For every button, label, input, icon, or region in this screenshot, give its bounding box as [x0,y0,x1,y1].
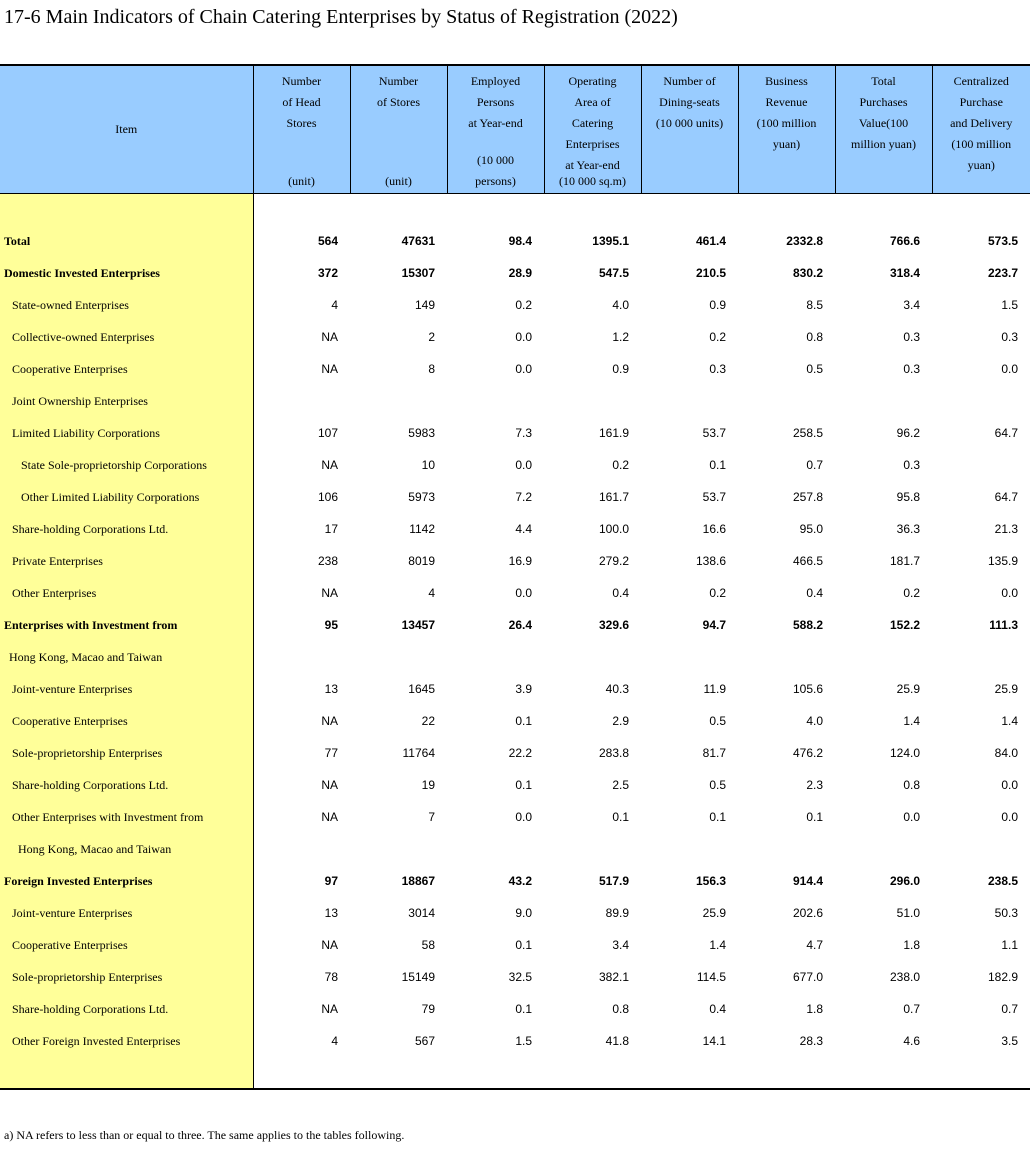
table-cell: 238 [317,554,338,568]
table-cell: 79 [421,1002,435,1016]
table-cell: 7 [428,810,435,824]
table-cell: 258.5 [792,426,823,440]
table-cell: 0.4 [709,1002,726,1016]
table-cell: 43.2 [508,874,532,888]
table-cell: 318.4 [889,266,920,280]
table-cell: NA [321,810,338,824]
row-label: Limited Liability Corporations [0,417,253,449]
table-cell: 1142 [409,522,435,536]
table-cell: 16.6 [702,522,726,536]
table-cell: 84.0 [994,746,1018,760]
table-cell: 81.7 [702,746,726,760]
table-cell: 0.1 [612,810,629,824]
row-label: Other Limited Liability Corporations [0,481,253,513]
table-cell: 40.3 [605,682,629,696]
table-cell: 547.5 [598,266,629,280]
table-cell: 1.5 [515,1034,532,1048]
table-cell: 2 [428,330,435,344]
table-cell: 0.1 [515,1002,532,1016]
table-cell: 0.0 [1001,586,1018,600]
table-cell [253,833,350,865]
table-cell: 1395.1 [592,234,629,248]
table-cell: 3.4 [903,298,920,312]
table-cell: 3014 [408,906,435,920]
column-header-total-purchases: Total Purchases Value(100 million yuan) [835,65,932,194]
table-row [0,833,1030,865]
table-row [0,961,1030,993]
table-cell [641,641,738,673]
table-cell: 0.1 [515,778,532,792]
table-row [0,577,1030,609]
table-cell: 78 [324,970,338,984]
table-row [0,1025,1030,1057]
table-cell [350,641,447,673]
indicators-table [0,64,1030,1090]
row-label: Private Enterprises [0,545,253,577]
table-cell: 5973 [408,490,435,504]
table-cell: 0.0 [903,810,920,824]
table-cell: 238.5 [987,874,1018,888]
table-cell: 0.0 [515,330,532,344]
table-cell [253,641,350,673]
table-cell: 13 [324,906,338,920]
table-cell: 210.5 [695,266,726,280]
table-cell: NA [321,938,338,952]
row-label: Joint-venture Enterprises [0,897,253,929]
table-cell: 181.7 [889,554,920,568]
table-cell: 36.3 [896,522,920,536]
table-cell: 100.0 [598,522,629,536]
row-label: Sole-proprietorship Enterprises [0,737,253,769]
column-header-business-revenue: Business Revenue (100 million yuan) [738,65,835,194]
row-label: Cooperative Enterprises [0,705,253,737]
row-label: Total [0,225,253,257]
table-cell: 0.3 [903,362,920,376]
column-header-operating-area: Operating Area of Catering Enterprises at Year-end (10 000 sq.m) [544,65,641,194]
table-cell: 517.9 [598,874,629,888]
table-cell: 238.0 [889,970,920,984]
table-cell: 0.0 [1001,362,1018,376]
table-cell: 677.0 [792,970,823,984]
row-label: Hong Kong, Macao and Taiwan [0,833,253,865]
row-label: Other Enterprises [0,577,253,609]
table-cell: 98.4 [508,234,532,248]
table-cell: 13457 [401,618,435,632]
table-cell: 135.9 [987,554,1018,568]
table-row [0,513,1030,545]
column-header-head-stores: Number of Head Stores (unit) [253,65,350,194]
table-cell: 25.9 [896,682,920,696]
table-cell: 0.0 [515,810,532,824]
table-cell: 50.3 [994,906,1018,920]
table-cell: 47631 [401,234,435,248]
table-row [0,609,1030,641]
tail-spacer-row [0,1057,1030,1089]
row-label: Cooperative Enterprises [0,929,253,961]
table-cell: 53.7 [702,426,726,440]
table-cell: 0.1 [515,938,532,952]
table-cell: 13 [324,682,338,696]
table-cell: 3.4 [612,938,629,952]
table-cell: 466.5 [792,554,823,568]
footnote: a) NA refers to less than or equal to three. The same applies to the tables following. [4,1128,405,1142]
row-label: Collective-owned Enterprises [0,321,253,353]
table-row [0,929,1030,961]
table-cell: 0.5 [806,362,823,376]
table-cell: 914.4 [792,874,823,888]
table-cell: 8.5 [806,298,823,312]
table-cell: 25.9 [702,906,726,920]
table-cell: 3.9 [515,682,532,696]
table-row [0,321,1030,353]
table-cell: 4.7 [806,938,823,952]
table-row [0,385,1030,417]
table-cell: NA [321,458,338,472]
table-cell: 0.7 [903,1002,920,1016]
table-cell: 64.7 [994,426,1018,440]
table-cell: 0.0 [515,586,532,600]
table-cell [544,641,641,673]
table-cell [641,385,738,417]
table-cell: 4.0 [806,714,823,728]
table-cell: 114.5 [696,970,726,984]
table-cell: 11.9 [703,682,726,696]
table-cell: 96.2 [896,426,920,440]
table-cell: NA [321,330,338,344]
column-header-stores: Number of Stores (unit) [350,65,447,194]
column-header-item: Item [0,65,253,194]
table-cell: 138.6 [695,554,726,568]
row-label: Cooperative Enterprises [0,353,253,385]
table-cell: 106 [317,490,338,504]
table-cell: 573.5 [987,234,1018,248]
table-cell: 1.4 [1001,714,1018,728]
table-cell: 95.8 [896,490,920,504]
table-cell [641,833,738,865]
table-cell: 41.8 [605,1034,629,1048]
column-header-centralized-purchase: Centralized Purchase and Delivery (100 million yuan) [932,65,1030,194]
table-cell: 0.2 [709,586,726,600]
row-label: Domestic Invested Enterprises [0,257,253,289]
table-cell: 51.0 [896,906,920,920]
table-body [0,194,1030,1090]
table-cell: 4.0 [612,298,629,312]
table-cell: 0.5 [709,778,726,792]
table-cell: 766.6 [889,234,920,248]
table-cell: 161.7 [598,490,629,504]
table-cell: 4 [331,1034,338,1048]
table-cell: 1.2 [612,330,629,344]
table-cell [738,833,835,865]
table-cell: 18867 [401,874,435,888]
table-cell [350,385,447,417]
table-row [0,289,1030,321]
table-row [0,641,1030,673]
table-cell: 0.2 [709,330,726,344]
table-cell: 124.0 [889,746,920,760]
table-cell: 4.4 [515,522,532,536]
table-cell: 94.7 [702,618,726,632]
table-cell: 2332.8 [786,234,823,248]
table-cell: 0.1 [709,810,726,824]
table-cell: 156.3 [695,874,726,888]
table-row [0,481,1030,513]
table-cell: 9.0 [515,906,532,920]
row-label: Enterprises with Investment from [0,609,253,641]
table-cell: 17 [324,522,338,536]
table-row [0,737,1030,769]
row-label: Other Enterprises with Investment from [0,801,253,833]
table-cell: 1645 [408,682,435,696]
table-cell: 8019 [408,554,435,568]
table-cell [544,385,641,417]
table-cell: 1.8 [806,1002,823,1016]
table-cell: 149 [414,298,435,312]
table-row [0,257,1030,289]
table-cell: 461.4 [695,234,726,248]
column-header-dining-seats: Number of Dining-seats (10 000 units) [641,65,738,194]
row-label: State-owned Enterprises [0,289,253,321]
table-row [0,225,1030,257]
table-cell [738,385,835,417]
table-cell: 476.2 [792,746,823,760]
table-cell: 7.2 [515,490,532,504]
table-cell: 4 [331,298,338,312]
table-row [0,449,1030,481]
table-row [0,705,1030,737]
table-cell [350,833,447,865]
table-row [0,801,1030,833]
table-cell: 14.1 [702,1034,726,1048]
table-row [0,353,1030,385]
row-label: Joint-venture Enterprises [0,673,253,705]
row-label: Share-holding Corporations Ltd. [0,769,253,801]
table-cell: 0.4 [612,586,629,600]
table-cell [835,641,932,673]
table-cell: 296.0 [889,874,920,888]
table-cell: 26.4 [508,618,532,632]
table-cell: NA [321,1002,338,1016]
table-cell: 0.0 [1001,778,1018,792]
table-cell: 329.6 [598,618,629,632]
table-cell: 95.0 [799,522,823,536]
table-cell: 279.2 [598,554,629,568]
table-cell: 0.3 [903,330,920,344]
table-cell: 1.5 [1001,298,1018,312]
data-table-container [0,64,1030,1090]
table-cell: 0.3 [709,362,726,376]
table-cell: 0.8 [806,330,823,344]
table-cell: 32.5 [508,970,532,984]
table-cell: 77 [324,746,338,760]
table-cell: 1.4 [903,714,920,728]
table-cell: 1.1 [1001,938,1018,952]
table-cell: 588.2 [792,618,823,632]
spacer-row [0,194,1030,226]
table-cell: 15149 [401,970,435,984]
table-cell: 564 [317,234,338,248]
table-row [0,545,1030,577]
row-label: Share-holding Corporations Ltd. [0,513,253,545]
table-cell: 3.5 [1001,1034,1018,1048]
table-cell [738,641,835,673]
table-row [0,993,1030,1025]
table-cell: 0.5 [709,714,726,728]
table-cell [447,641,544,673]
table-cell: 22.2 [508,746,532,760]
table-cell: NA [321,586,338,600]
table-cell: 7.3 [515,426,532,440]
table-cell: 5983 [408,426,435,440]
table-cell: 105.6 [792,682,823,696]
table-cell: 1.4 [709,938,726,952]
table-cell: 2.5 [612,778,629,792]
table-cell: 0.9 [709,298,726,312]
column-header-employed-persons: Employed Persons at Year-end (10 000 persons) [447,65,544,194]
table-cell: 0.3 [903,458,920,472]
table-cell: 89.9 [605,906,629,920]
table-cell: 111.3 [989,618,1018,632]
row-label: State Sole-proprietorship Corporations [0,449,253,481]
table-cell [932,641,1030,673]
table-cell: 8 [428,362,435,376]
table-cell [932,449,1030,481]
table-cell: 0.2 [612,458,629,472]
table-cell: 257.8 [792,490,823,504]
row-label: Joint Ownership Enterprises [0,385,253,417]
table-cell: 0.2 [903,586,920,600]
table-cell: 4.6 [903,1034,920,1048]
table-cell: NA [321,362,338,376]
table-cell: 830.2 [792,266,823,280]
table-cell: NA [321,778,338,792]
table-row [0,865,1030,897]
table-row [0,769,1030,801]
header-row [0,65,1030,194]
table-cell [447,385,544,417]
table-cell: 28.9 [508,266,532,280]
table-cell: 22 [421,714,435,728]
table-cell: 0.3 [1001,330,1018,344]
row-label: Hong Kong, Macao and Taiwan [0,641,253,673]
table-cell [835,385,932,417]
table-cell: 10 [421,458,435,472]
table-cell: 97 [324,874,338,888]
table-cell: 0.7 [806,458,823,472]
table-cell [447,833,544,865]
row-label: Foreign Invested Enterprises [0,865,253,897]
table-cell: 28.3 [799,1034,823,1048]
table-cell: 567 [414,1034,435,1048]
table-cell: 0.0 [515,362,532,376]
table-cell: 0.2 [515,298,532,312]
table-cell [544,833,641,865]
table-cell: 1.8 [903,938,920,952]
table-cell: 19 [421,778,435,792]
table-cell: 161.9 [598,426,629,440]
table-cell: 11764 [402,746,435,760]
table-cell: 15307 [401,266,435,280]
table-cell: 0.9 [612,362,629,376]
table-cell: 223.7 [987,266,1018,280]
table-cell: 58 [421,938,435,952]
table-cell: 2.3 [806,778,823,792]
table-cell: 16.9 [508,554,532,568]
table-cell: 0.0 [515,458,532,472]
page-title: 17-6 Main Indicators of Chain Catering Enterprises by Status of Registration (2022) [4,6,678,28]
table-cell: 0.1 [709,458,726,472]
table-cell: 372 [317,266,338,280]
table-cell: 0.7 [1001,1002,1018,1016]
table-cell: 382.1 [598,970,629,984]
table-cell: 107 [317,426,338,440]
table-cell: 95 [324,618,338,632]
table-cell: 25.9 [994,682,1018,696]
table-cell: 4 [428,586,435,600]
table-cell: 0.8 [903,778,920,792]
table-row [0,897,1030,929]
table-cell: 53.7 [702,490,726,504]
table-cell: 0.1 [515,714,532,728]
table-cell: 0.1 [806,810,823,824]
table-cell: 21.3 [994,522,1018,536]
table-cell [835,833,932,865]
table-cell: 64.7 [994,490,1018,504]
table-cell: 0.0 [1001,810,1018,824]
row-label: Sole-proprietorship Enterprises [0,961,253,993]
table-row [0,673,1030,705]
table-cell: 2.9 [612,714,629,728]
table-cell: 152.2 [889,618,920,632]
table-cell: 202.6 [792,906,823,920]
table-cell: NA [321,714,338,728]
row-label: Other Foreign Invested Enterprises [0,1025,253,1057]
table-cell: 283.8 [598,746,629,760]
table-cell: 182.9 [987,970,1018,984]
table-cell [932,833,1030,865]
table-cell: 0.8 [612,1002,629,1016]
table-cell: 0.4 [806,586,823,600]
row-label: Share-holding Corporations Ltd. [0,993,253,1025]
table-cell [253,385,350,417]
table-cell [932,385,1030,417]
table-row [0,417,1030,449]
